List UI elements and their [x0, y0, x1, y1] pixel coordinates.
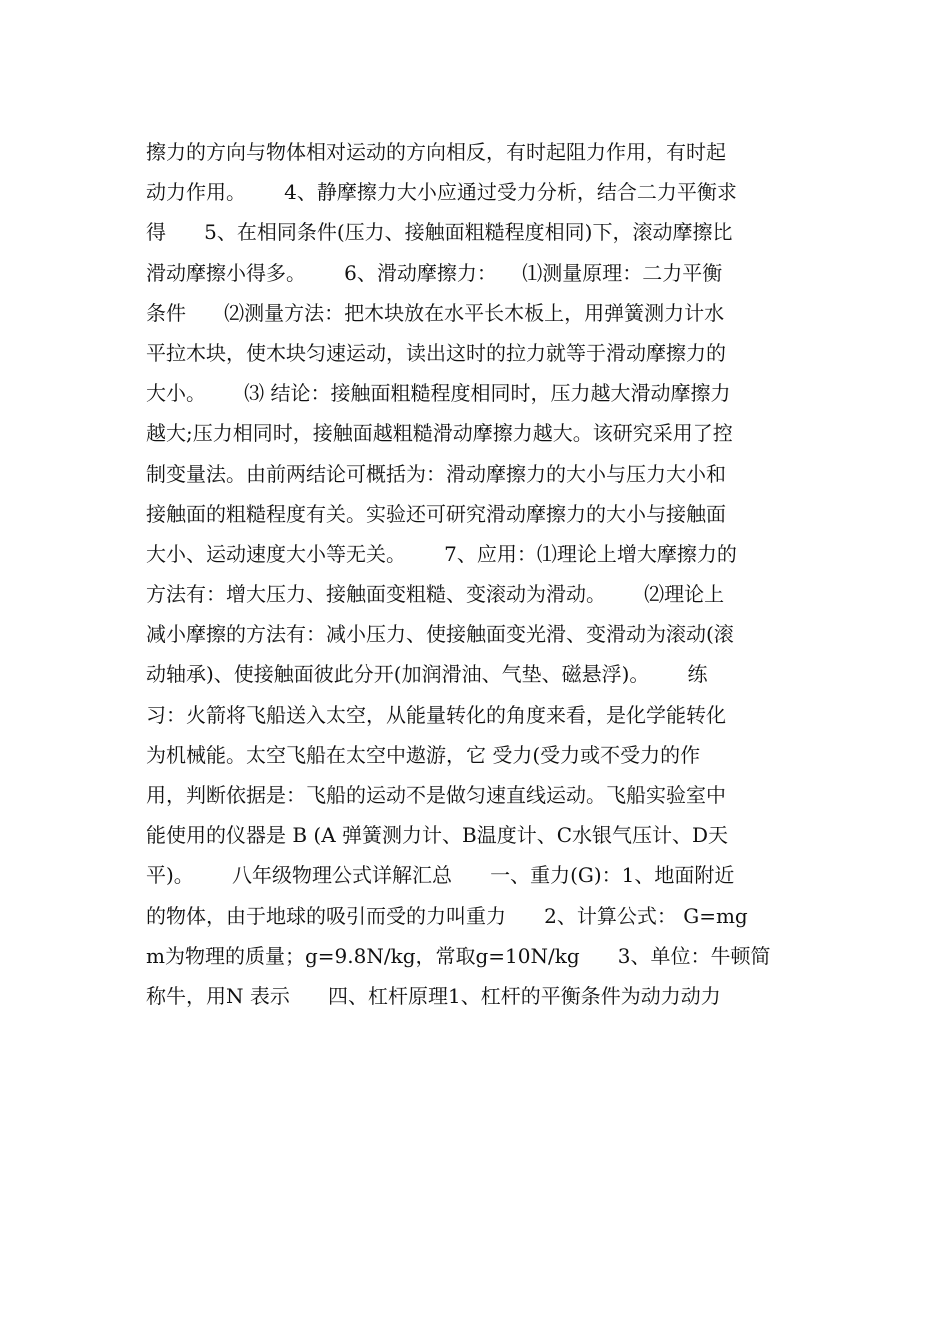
text-line: 平拉木块，使木块匀速运动，读出这时的拉力就等于滑动摩擦力的	[146, 340, 726, 365]
text-line: 平)。 八年级物理公式详解汇总 一、重力(G)：1、地面附近	[146, 863, 735, 888]
text-line: 动力作用。 4、静摩擦力大小应通过受力分析，结合二力平衡求	[146, 180, 737, 205]
text-line: 大小。 ⑶ 结论：接触面粗糙程度相同时，压力越大滑动摩擦力	[146, 381, 731, 406]
text-line: m为物理的质量；g=9.8N/kg，常取g=10N/kg 3、单位：牛顿简	[146, 943, 771, 968]
text-line: 减小摩擦的方法有：减小压力、使接触面变光滑、变滑动为滚动(滚	[146, 622, 734, 647]
text-line: 习：火箭将飞船送入太空，从能量转化的角度来看，是化学能转化	[146, 702, 726, 727]
text-line: 动轴承)、使接触面彼此分开(加润滑油、气垫、磁悬浮)。 练	[146, 662, 708, 687]
text-line: 能使用的仪器是 B (A 弹簧测力计、B温度计、C水银气压计、D天	[146, 823, 729, 848]
text-line: 擦力的方向与物体相对运动的方向相反，有时起阻力作用，有时起	[146, 140, 726, 164]
text-line: 方法有：增大压力、接触面变粗糙、变滚动为滑动。 ⑵理论上	[146, 582, 725, 607]
text-line: 制变量法。由前两结论可概括为：滑动摩擦力的大小与压力大小和	[146, 461, 726, 486]
text-line: 大小、运动速度大小等无关。 7、应用：⑴理论上增大摩擦力的	[146, 541, 737, 566]
body-text	[146, 132, 806, 1016]
text-line: 的物体，由于地球的吸引而受的力叫重力 2、计算公式： G=mg	[146, 903, 748, 928]
text-line: 用，判断依据是：飞船的运动不是做匀速直线运动。飞船实验室中	[146, 783, 726, 807]
text-line: 滑动摩擦小得多。 6、滑动摩擦力： ⑴测量原理：二力平衡	[146, 260, 723, 285]
text-line: 为机械能。太空飞船在太空中遨游，它 受力(受力或不受力的作	[146, 742, 701, 767]
text-line: 越大;压力相同时，接触面越粗糙滑动摩擦力越大。该研究采用了控	[146, 421, 733, 446]
text-line: 条件 ⑵测量方法：把木块放在水平长木板上，用弹簧测力计水	[146, 300, 725, 325]
text-line: 称牛，用N 表示 四、杠杆原理1、杠杆的平衡条件为动力动力	[146, 983, 721, 1008]
text-line: 接触面的粗糙程度有关。实验还可研究滑动摩擦力的大小与接触面	[146, 501, 726, 526]
text-line: 得 5、在相同条件(压力、接触面粗糙程度相同)下，滚动摩擦比	[146, 220, 733, 245]
